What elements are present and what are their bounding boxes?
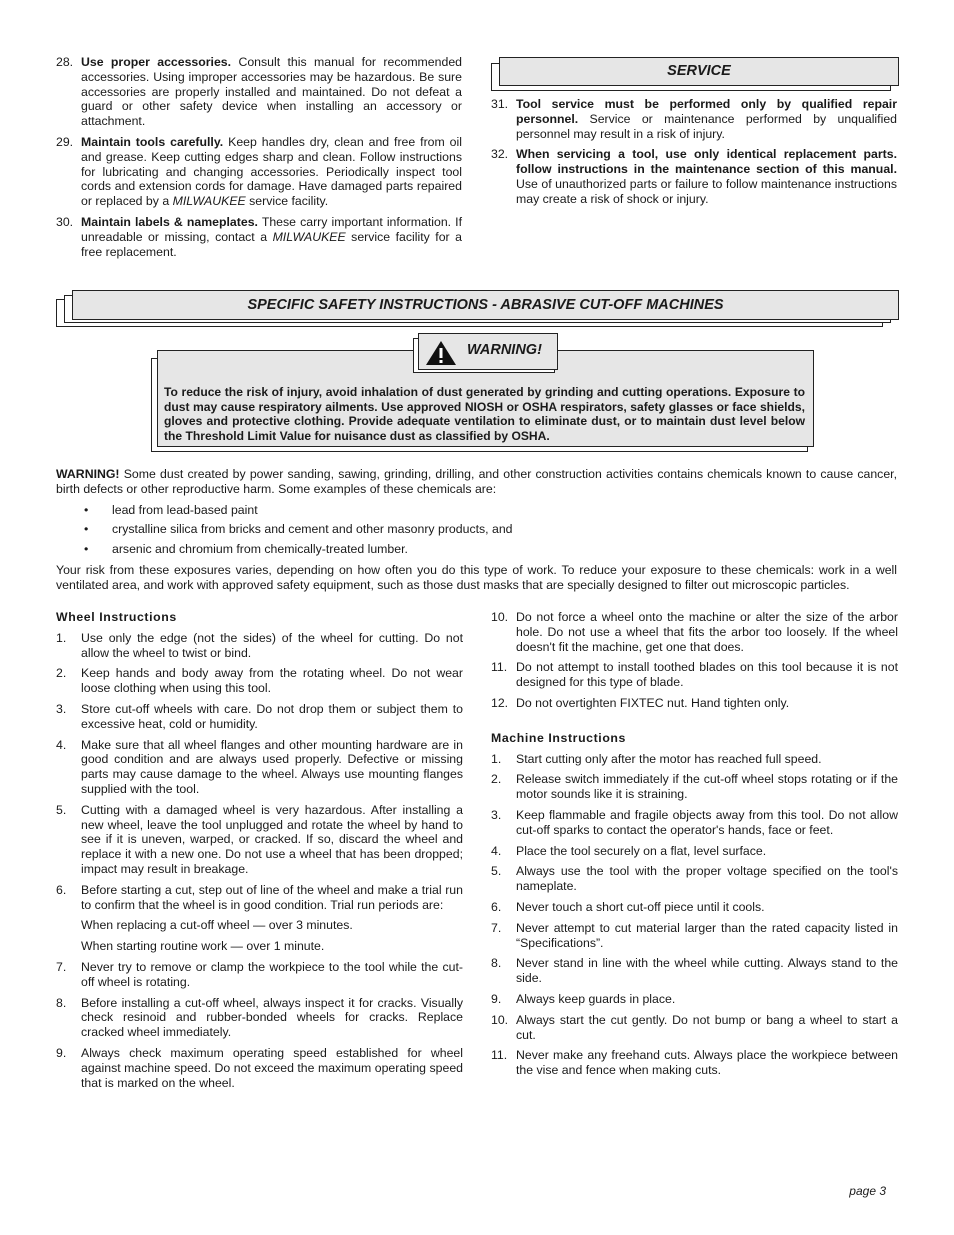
list-item: 1. Use only the edge (not the sides) of the wheel for cutting. Do not allow the wheel to twist or bind.: [56, 630, 463, 660]
list-item: 10. Always start the cut gently. Do not bump or bang a wheel to start a cut.: [491, 1012, 898, 1042]
list-item: 8. Before installing a cut-off wheel, always inspect it for cracks. Visually check resinoid and rubber-bonded wheels for cracks. Replace cracked wheel immediately.: [56, 995, 463, 1040]
list-item: 12. Do not overtighten FIXTEC nut. Hand tighten only.: [491, 695, 790, 710]
list-item: 11. Do not attempt to install toothed blades on this tool because it is not designed for this type of blade.: [491, 660, 898, 690]
service-header: [499, 57, 899, 86]
warning-box-text: To reduce the risk of injury, avoid inhalation of dust generated by grinding and cutting operations. Exposure to dust may cause respiratory ailments. Use approved NIOSH or OSHA respirators, safety glasses or face shields, gloves and protective clothing. Provide adequate ventilation to eliminate dust, or to maintain dust level below the Threshold Limit Value for nuisance dust as classified by OSHA.: [164, 385, 805, 443]
specific-header: [72, 290, 899, 320]
list-item: 2. Release switch immediately if the cut-off wheel stops rotating or if the motor sounds like it is straining.: [491, 772, 898, 802]
list-item: 10. Do not force a wheel onto the machine or alter the size of the arbor hole. Do not use a wheel that fits the arbor too loosely. If the wheel doesn't fit the machine, get one that does.: [491, 610, 898, 654]
list-item: 7. Never try to remove or clamp the workpiece to the tool while the cut-off wheel is rotating.: [56, 959, 463, 989]
list-item: 11. Never make any freehand cuts. Always place the workpiece between the vise and fence when making cuts.: [491, 1048, 898, 1078]
trial-run-replacing: When replacing a cut-off wheel — over 3 minutes.: [81, 918, 353, 933]
list-item: 4. Place the tool securely on a flat, level surface.: [491, 843, 767, 858]
list-item: 28. Use proper accessories. Consult this manual for recommended accessories. Using improper accessories may be hazardous. Be sure accessories are properly installed and maintained. Do not defeat a guard or other safety device when installing an accessory or attachment.: [56, 55, 462, 129]
list-item: 8. Never stand in line with the wheel while cutting. Always stand to the side.: [491, 956, 898, 986]
specific-title: SPECIFIC SAFETY INSTRUCTIONS - ABRASIVE CUT-OFF MACHINES: [247, 297, 724, 313]
warning-triangle-icon: [425, 340, 457, 366]
list-item: 6. Never touch a short cut-off piece until it cools.: [491, 899, 765, 914]
bullet-item: • lead from lead-based paint: [84, 502, 258, 517]
list-item: 5. Always use the tool with the proper voltage specified on the tool's nameplate.: [491, 864, 898, 894]
wheel-heading: Wheel Instructions: [56, 610, 177, 624]
list-item: 32. When servicing a tool, use only identical replacement parts. follow instructions in the maintenance section of this manual. Use of unauthorized parts or failure to follow maintenance instructions may create a risk of shock or injury.: [491, 147, 897, 206]
trial-run-routine: When starting routine work — over 1 minute.: [81, 939, 325, 954]
page-number: page 3: [849, 1184, 886, 1198]
list-item: 3. Store cut-off wheels with care. Do not drop them or subject them to excessive heat, cold or humidity.: [56, 701, 463, 731]
list-item: 9. Always keep guards in place.: [491, 991, 676, 1006]
prop65-paragraph: WARNING! Some dust created by power sanding, sawing, grinding, drilling, and other construction activities contains chemicals known to cause cancer, birth defects or other reproductive harm. Some examples of these chemicals are:: [56, 467, 897, 496]
list-item: 4. Make sure that all wheel flanges and other mounting hardware are in good condition and are always used properly. Defective or missing parts may cause damage to the wheel. Always use mounting flanges supplied with the tool.: [56, 737, 463, 796]
bullet-item: • arsenic and chromium from chemically-treated lumber.: [84, 542, 408, 557]
top-left-column: [56, 55, 462, 265]
warning-label-text: WARNING!: [467, 342, 542, 358]
list-item: 31. Tool service must be performed only by qualified repair personnel. Service or maintenance performed by unqualified personnel may result in a risk of injury.: [491, 97, 897, 141]
list-item: 6. Before starting a cut, step out of line of the wheel and make a trial run to confirm that the wheel is in good condition. Trial run periods are:: [56, 882, 463, 912]
prop65-closing: Your risk from these exposures varies, depending on how often you do this type of work. To reduce your exposure to these chemicals: work in a well ventilated area, and work with approved safety equipment, such as those dust masks that are specially designed to filter out microscopic particles.: [56, 562, 897, 592]
service-list: [491, 97, 897, 213]
warning-label: [418, 333, 558, 370]
list-item: 5. Cutting with a damaged wheel is very hazardous. After installing a new wheel, leave the tool unplugged and rotate the wheel by hand to see if it is uneven, warped, or cracked. If so, discard the wheel and replace it with a new one. Do not use a wheel that has been dropped; impact may result in breakage.: [56, 802, 463, 876]
bullet-item: • crystalline silica from bricks and cement and other masonry products, and: [84, 522, 513, 537]
right-column: [491, 610, 898, 1084]
list-item: 1. Start cutting only after the motor has reached full speed.: [491, 751, 822, 766]
list-item: 7. Never attempt to cut material larger than the rated capacity listed in “Specifications”.: [491, 920, 898, 950]
prop65-section: [56, 467, 897, 593]
list-item: 9. Always check maximum operating speed established for wheel against machine speed. Do not exceed the maximum operating speed that is marked on the wheel.: [56, 1045, 463, 1090]
service-title: SERVICE: [667, 63, 731, 79]
list-item: 3. Keep flammable and fragile objects away from this tool. Do not allow cut-off sparks to contact the operator's hands, face or feet.: [491, 807, 898, 837]
list-item: 30. Maintain labels & nameplates. These carry important information. If unreadable or missing, contact a MILWAUKEE service facility for a free replacement.: [56, 214, 462, 259]
list-item: 2. Keep hands and body away from the rotating wheel. Do not wear loose clothing when using this tool.: [56, 666, 463, 696]
wheel-column: [56, 610, 463, 1096]
list-item: 29. Maintain tools carefully. Keep handles dry, clean and free from oil and grease. Keep cutting edges sharp and clean. Follow instructions for lubricating and changing accessories. Periodically inspect tool cords and extension cords for damage. Have damaged parts repaired or replaced by a MILWAUKEE service facility.: [56, 134, 462, 209]
machine-heading: Machine Instructions: [491, 730, 626, 745]
